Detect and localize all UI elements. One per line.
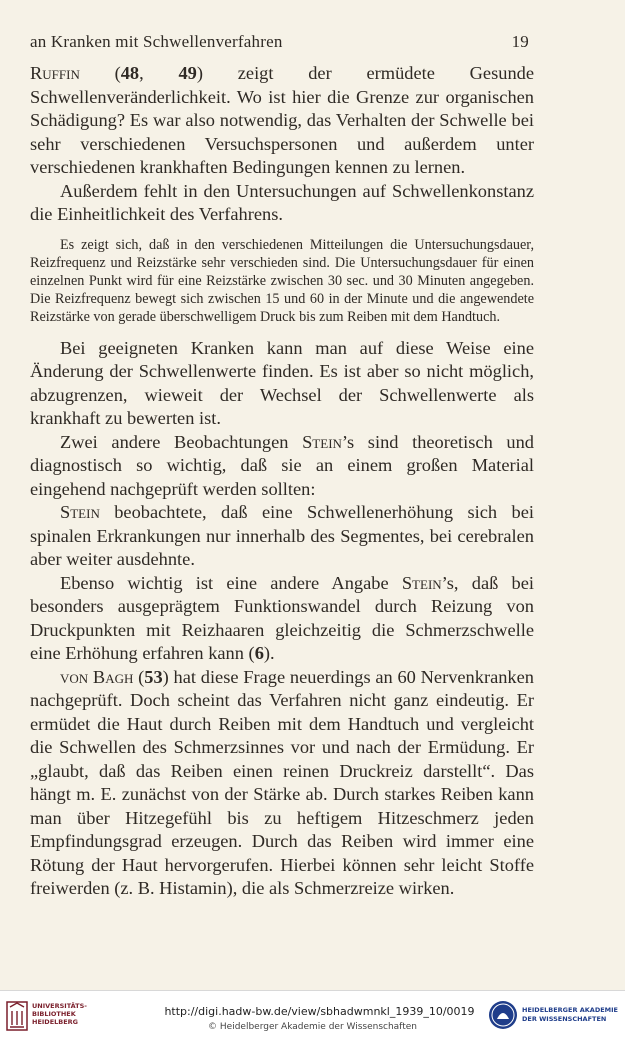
paragraph-6 (30, 572, 534, 666)
author-stein: Stein (401, 572, 442, 593)
author-stein: Stein (302, 431, 342, 452)
ref-open: ( (133, 666, 145, 687)
reference-48: 48 (120, 63, 140, 83)
reference-53: 53 (144, 666, 163, 687)
academy-seal-icon (487, 999, 519, 1031)
reference-49: 49 (178, 63, 197, 83)
author-stein: Stein (60, 502, 100, 523)
paragraph-3: Bei geeigneten Kranken kann man auf diese Weise eine Änderung der Schwellenwerte finden. Es ist aber so nicht möglich, abzugrenzen, wieweit der Wechsel der Schwellenwerte als krankhaft zu bewerten ist. (30, 337, 534, 429)
author-von-bagh: von Bagh (60, 666, 134, 687)
paragraph-1-text: ) zeigt der ermüdete Gesunde Schwellenveränderlichkeit. Wo ist hier die Grenze zur organischen Schädigung? Es war also notwendig, das Verhalten der Schwelle bei sehr verschiedenen Versuchspersonen und außerdem unter verschiedenen krankhaften Bedingungen kennen zu lernen. (30, 63, 534, 177)
paragraph-7-text: ) hat diese Frage neuerdings an 60 Nervenkranken nachgeprüft. Doch scheint das Verfahren nicht ganz eindeutig. Er ermüdet die Haut durch Reiben mit dem Handtuch und vergleicht die Schwellen des Schmerzsinnes vor und nach der Ermüdung. Er „glaubt, daß das Reiben einen reinen Druckreiz darstellt“. Das hängt m. E. zunächst von der Stärke ab. Durch starkes Reiben kann man über Hitzegefühl bis zu heftigem Hitzeschmerz jeden Empfindungsgrad erzeugen. Durch das Reiben wird immer eine Rötung der Haut hervorgerufen. Hierbei können sehr leicht Stoffe freiwerden (z. B. Histamin), die als Schmerzreize wirken. (30, 666, 534, 899)
digitization-footer (0, 990, 625, 1039)
page-number: 19 (511, 32, 529, 51)
small-print-note: Es zeigt sich, daß in den verschiedenen Mitteilungen die Untersuchungsdauer, Reizfrequenz und Reizstärke sehr verschieden sind. Die Untersuchungsdauer für einen einzelnen Punkt wird für eine Reizstärke zwischen 30 sec. und 30 Minuten angegeben. Die Reizfrequenz bewegt sich zwischen 15 und 60 in der Minute und die angewendete Reizstärke von gerade überschwelligem Druck bis zum Reiben mit dem Handtuch. (30, 236, 534, 325)
paragraph-4-before: Zwei andere Beobachtungen (60, 431, 303, 452)
paragraph-6-after: ’s, daß bei besonders ausgeprägtem Funktionswandel durch Reizung von Druckpunkten mit Reizhaaren gleichzeitig die Schmerzschwelle eine Erhöhung erfahren kann ( (30, 572, 534, 664)
paragraph-4 (30, 431, 534, 502)
library-name: UNIVERSITÄTS- BIBLIOTHEK HEIDELBERG (32, 1002, 87, 1026)
ref-separator: , (139, 63, 179, 83)
author-ruffin: Ruffin (30, 63, 80, 83)
copyright-notice: © Heidelberger Akademie der Wissenschaften (208, 1022, 417, 1032)
ref-open: ( (79, 63, 121, 83)
academy-name: HEIDELBERGER AKADEMIE DER WISSENSCHAFTEN (522, 1006, 618, 1023)
paragraph-6-before: Ebenso wichtig ist eine andere Angabe (60, 572, 402, 593)
paragraph-1 (30, 62, 534, 180)
reference-6: 6 (254, 643, 264, 664)
paragraph-7 (30, 666, 534, 901)
paragraph-5 (30, 501, 534, 572)
paragraph-4-after: ’s sind theoretisch und diagnostisch so wichtig, daß sie an einem großen Material eingehend nachgeprüft werden sollten: (30, 431, 534, 499)
running-title: an Kranken mit Schwellenverfahren (30, 32, 283, 51)
paragraph-2: Außerdem fehlt in den Untersuchungen auf Schwellenkonstanz die Einheitlichkeit des Verfahrens. (30, 180, 534, 224)
body-text (30, 62, 534, 901)
ref-close: ). (263, 643, 275, 664)
paragraph-5-text: beobachtete, daß eine Schwellenerhöhung sich bei spinalen Erkrankungen nur innerhalb des Segmentes, bei cerebralen aber weiter ausdehnte. (30, 502, 534, 570)
permalink-text[interactable]: http://digi.hadw-bw.de/view/sbhadwmnkl_1939_10/0019 (164, 1005, 475, 1018)
